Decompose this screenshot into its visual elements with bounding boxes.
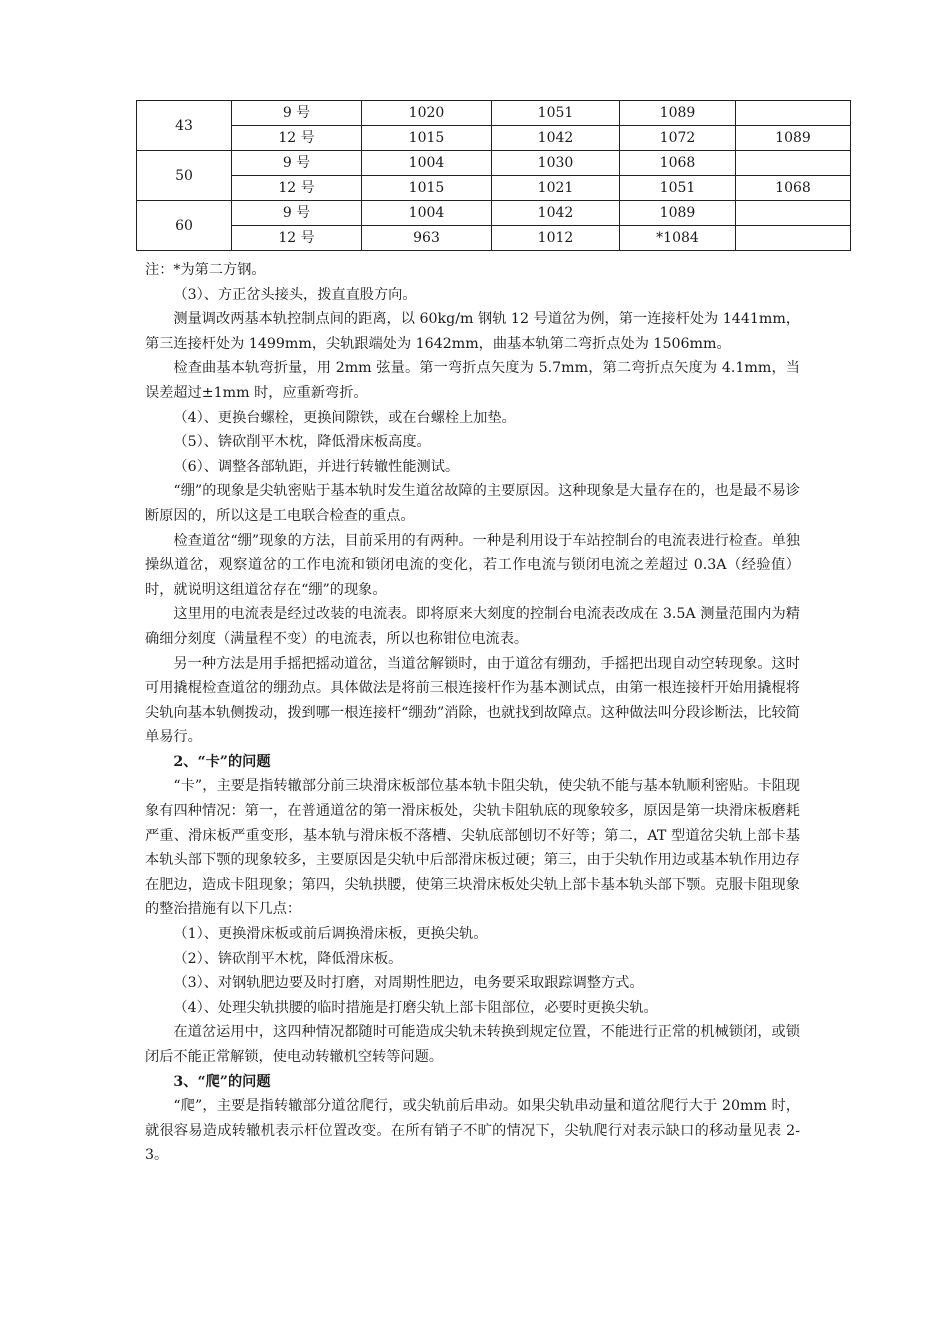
paragraph: “卡”，主要是指转辙部分前三块滑床板部位基本轨卡阻尖轨，使尖轨不能与基本轨顺利密贴。卡阻现象有四种情况：第一，在普通道岔的第一滑床板处，尖轨卡阻轨底的现象较多，原因是第一块滑床板磨耗严重、滑床板严重变形，基本轨与滑床板不落槽、尖轨底部刨切不好等；第二，AT 型道岔尖轨上部卡基本轨头部下颚的现象较多，主要原因是尖轨中后部滑床板过硬；第三，由于尖轨作用边或基本轨作用边存在肥边，造成卡阻现象；第四，尖轨拱腰，使第三块滑床板处尖轨上部卡基本轨头部下颚。克服卡阻现象的整治措施有以下几点：	[145, 778, 800, 918]
value-cell: 1020	[362, 101, 492, 126]
value-cell	[736, 201, 851, 226]
rail-weight-cell: 60	[137, 201, 232, 251]
value-cell: 1089	[736, 126, 851, 151]
rail-weight-cell: 43	[137, 101, 232, 151]
value-cell	[736, 151, 851, 176]
section-heading: 2、“卡”的问题	[173, 753, 271, 770]
rail-weight-cell: 50	[137, 151, 232, 201]
value-cell: 1068	[736, 176, 851, 201]
value-cell: 1004	[362, 201, 492, 226]
value-cell	[736, 101, 851, 126]
paragraph: （3）、对钢轨肥边要及时打磨，对周期性肥边，电务要采取跟踪调整方式。	[173, 975, 644, 992]
paragraph: 检查道岔“绷”现象的方法，目前采用的有两种。一种是利用设于车站控制台的电流表进行检查。单独操纵道岔，观察道岔的工作电流和锁闭电流的变化，若工作电流与锁闭电流之差超过 0.3A（经验值）时，就说明这组道岔存在“绷”的现象。	[145, 532, 800, 598]
paragraph: （4）、更换台螺栓，更换间隙铁，或在台螺栓上加垫。	[173, 409, 516, 426]
turnout-number-cell: 12 号	[232, 126, 362, 151]
paragraph: （2）、锛砍削平木枕，降低滑床板。	[173, 950, 403, 967]
paragraph: （4）、处理尖轨拱腰的临时措施是打磨尖轨上部卡阻部位，必要时更换尖轨。	[173, 999, 658, 1016]
value-cell: 1015	[362, 126, 492, 151]
table-row	[137, 176, 851, 201]
turnout-number-cell: 9 号	[232, 101, 362, 126]
turnout-number-cell: 12 号	[232, 176, 362, 201]
turnout-number-cell: 12 号	[232, 226, 362, 251]
paragraph: “爬”，主要是指转辙部分道岔爬行，或尖轨前后串动。如果尖轨串动量和道岔爬行大于 20mm 时，就很容易造成转辙机表示杆位置改变。在所有销子不旷的情况下，尖轨爬行对表示缺口的移动量见表 2-3。	[145, 1098, 800, 1164]
turnout-number-cell: 9 号	[232, 151, 362, 176]
paragraph: （6）、调整各部轨距，并进行转辙性能测试。	[173, 458, 460, 475]
value-cell: 1072	[620, 126, 736, 151]
paragraph: 另一种方法是用手摇把摇动道岔，当道岔解锁时，由于道岔有绷劲，手摇把出现自动空转现象。这时可用撬棍检查道岔的绷劲点。具体做法是将前三根连接杆作为基本测试点，由第一根连接杆开始用撬棍将尖轨向基本轨侧拨动，拨到哪一根连接杆“绷劲”消除，也就找到故障点。这种做法叫分段诊断法，比较简单易行。	[145, 655, 800, 746]
value-cell: 1042	[492, 126, 620, 151]
value-cell: 1089	[620, 101, 736, 126]
value-cell: 1051	[620, 176, 736, 201]
table-row	[137, 201, 851, 226]
value-cell: 1030	[492, 151, 620, 176]
value-cell: 1015	[362, 176, 492, 201]
paragraph: “绷”的现象是尖轨密贴于基本轨时发生道岔故障的主要原因。这种现象是大量存在的，也是最不易诊断原因的，所以这是工电联合检查的重点。	[145, 483, 800, 524]
value-cell	[736, 226, 851, 251]
value-cell: 1004	[362, 151, 492, 176]
value-cell: 1021	[492, 176, 620, 201]
paragraph: （1）、更换滑床板或前后调换滑床板，更换尖轨。	[173, 926, 488, 943]
paragraph: 这里用的电流表是经过改装的电流表。即将原来大刻度的控制台电流表改成在 3.5A 测量范围内为精确细分刻度（满量程不变）的电流表，所以也称钳位电流表。	[145, 606, 800, 647]
table-row	[137, 151, 851, 176]
rail-spec-table	[136, 100, 851, 251]
value-cell: 1068	[620, 151, 736, 176]
turnout-number-cell: 9 号	[232, 201, 362, 226]
paragraph: （5）、锛砍削平木枕，降低滑床板高度。	[173, 434, 431, 451]
value-cell: 1051	[492, 101, 620, 126]
body-text	[145, 258, 800, 1168]
value-cell: 963	[362, 226, 492, 251]
value-cell: 1012	[492, 226, 620, 251]
table-row	[137, 101, 851, 126]
paragraph: 检查曲基本轨弯折量，用 2mm 弦量。第一弯折点矢度为 5.7mm，第二弯折点矢度为 4.1mm，当误差超过±1mm 时，应重新弯折。	[145, 360, 800, 401]
table-note: 注：*为第二方钢。	[145, 262, 266, 278]
paragraph: （3）、方正岔头接头，拨直直股方向。	[173, 286, 417, 303]
paragraph: 在道岔运用中，这四种情况都随时可能造成尖轨未转换到规定位置，不能进行正常的机械锁闭，或锁闭后不能正常解锁，使电动转辙机空转等问题。	[145, 1024, 800, 1065]
section-heading: 3、“爬”的问题	[173, 1073, 271, 1090]
table-row	[137, 226, 851, 251]
value-cell: 1089	[620, 201, 736, 226]
table-row	[137, 126, 851, 151]
value-cell: *1084	[620, 226, 736, 251]
paragraph: 测量调改两基本轨控制点间的距离，以 60kg/m 钢轨 12 号道岔为例，第一连接杆处为 1441mm，第三连接杆处为 1499mm，尖轨跟端处为 1642mm，曲基本轨第二弯折点处为 1506mm。	[145, 311, 800, 352]
value-cell: 1042	[492, 201, 620, 226]
